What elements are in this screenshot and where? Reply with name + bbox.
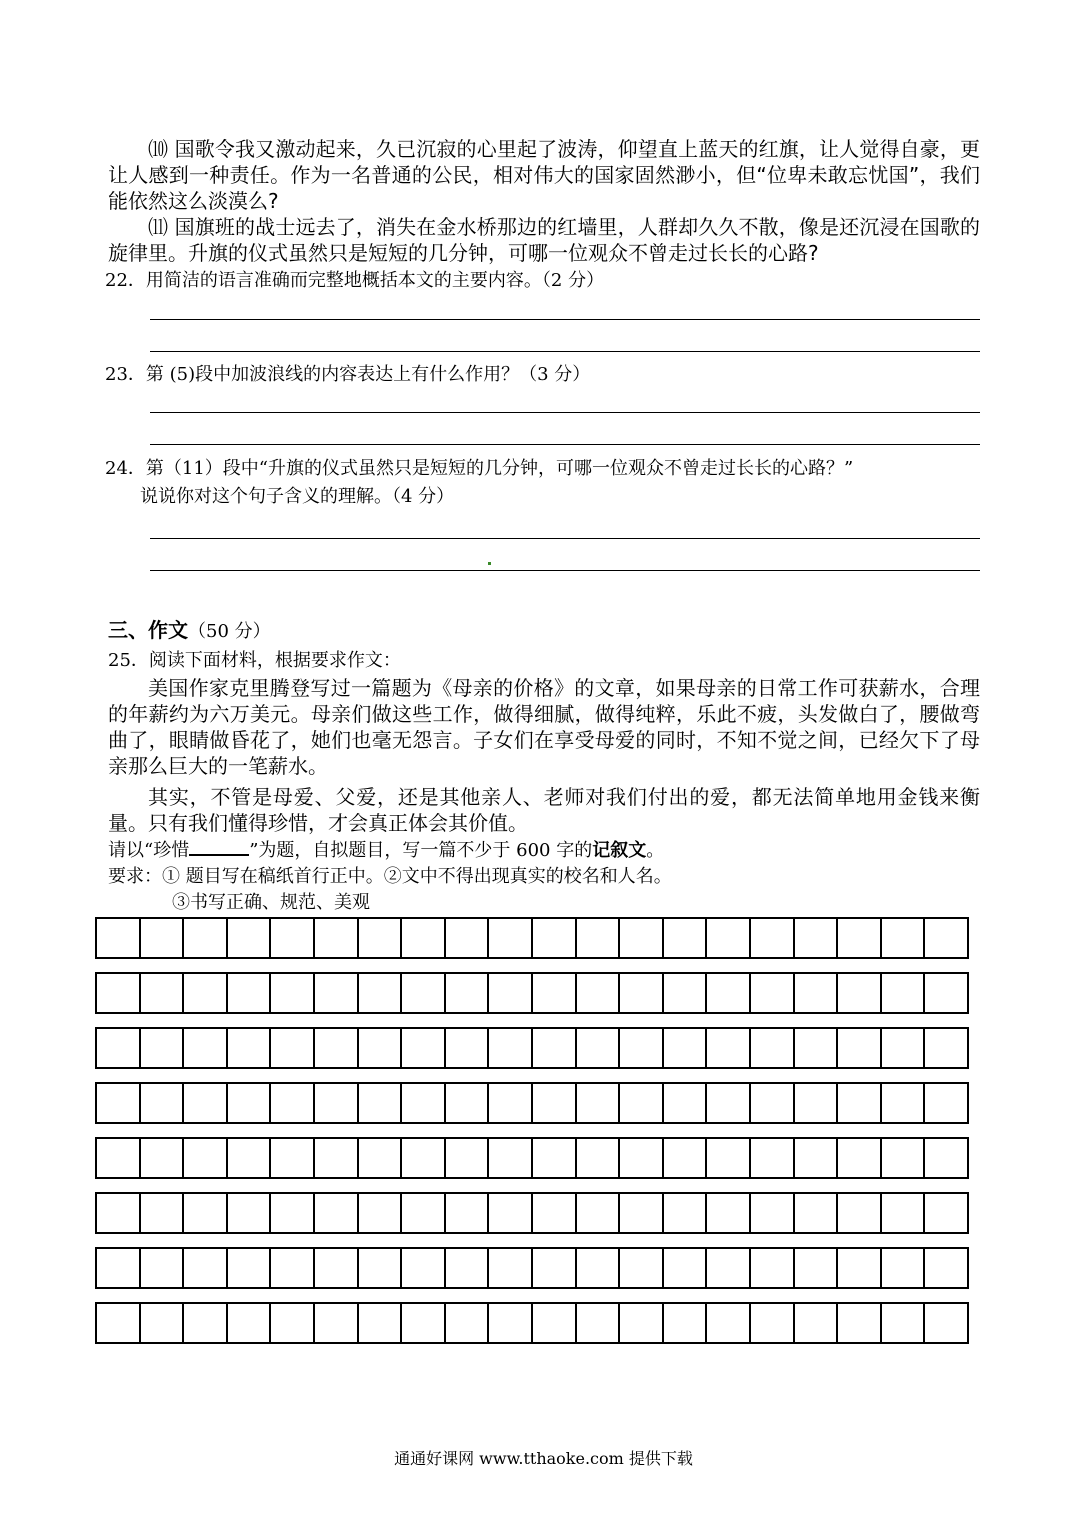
grid-cell[interactable] — [141, 1029, 185, 1067]
grid-cell[interactable] — [795, 1139, 839, 1177]
instruction-text: 。 — [646, 840, 665, 861]
grid-cell[interactable] — [838, 1304, 882, 1342]
grid-cell[interactable] — [315, 1084, 359, 1122]
grid-cell[interactable] — [882, 919, 926, 957]
grid-cell[interactable] — [271, 1139, 315, 1177]
grid-cell[interactable] — [228, 1304, 272, 1342]
grid-row — [95, 972, 969, 1014]
grid-cell[interactable] — [271, 1304, 315, 1342]
grid-cell[interactable] — [97, 1194, 141, 1232]
grid-cell[interactable] — [141, 1304, 185, 1342]
grid-cell[interactable] — [620, 1194, 664, 1232]
grid-cell[interactable] — [620, 1304, 664, 1342]
grid-cell[interactable] — [184, 1139, 228, 1177]
grid-cell[interactable] — [882, 1084, 926, 1122]
grid-cell[interactable] — [533, 1084, 577, 1122]
grid-cell[interactable] — [925, 1304, 967, 1342]
stray-mark — [488, 562, 491, 565]
grid-cell[interactable] — [620, 919, 664, 957]
material-paragraph-1: 美国作家克里腾登写过一篇题为《母亲的价格》的文章，如果母亲的日常工作可获薪水，合理的年薪约为六万美元。母亲们做这些工作，做得细腻，做得纯粹，乐此不疲，头发做白了，腰做弯曲了，眼睛做昏花了，她们也毫无怨言。子女们在享受母爱的同时，不知不觉之间，已经欠下了母亲那么巨大的一笔薪水。 — [108, 676, 980, 778]
answer-line[interactable] — [150, 412, 980, 413]
essay-requirements: 要求：① 题目写在稿纸首行正中。②文中不得出现真实的校名和人名。 — [108, 866, 672, 887]
grid-cell[interactable] — [533, 1139, 577, 1177]
grid-cell[interactable] — [184, 1304, 228, 1342]
grid-cell[interactable] — [97, 1249, 141, 1287]
grid-cell[interactable] — [577, 919, 621, 957]
grid-cell[interactable] — [271, 1084, 315, 1122]
grid-cell[interactable] — [751, 1029, 795, 1067]
grid-cell[interactable] — [359, 919, 403, 957]
grid-cell[interactable] — [228, 1029, 272, 1067]
grid-cell[interactable] — [577, 1194, 621, 1232]
grid-cell[interactable] — [577, 974, 621, 1012]
grid-cell[interactable] — [359, 1084, 403, 1122]
grid-cell[interactable] — [141, 1194, 185, 1232]
answer-line[interactable] — [150, 319, 980, 320]
grid-cell[interactable] — [751, 919, 795, 957]
grid-cell[interactable] — [533, 919, 577, 957]
grid-cell[interactable] — [751, 1139, 795, 1177]
grid-cell[interactable] — [882, 1139, 926, 1177]
grid-cell[interactable] — [446, 1249, 490, 1287]
paragraph-10: ⑽ 国歌令我又激动起来，久已沉寂的心里起了波涛，仰望直上蓝天的红旗，让人觉得自豪，更让人感到一种责任。作为一名普通的公民，相对伟大的国家固然渺小，但“位卑未敢忘忧国”，我们能依然这么淡漠么? — [108, 137, 980, 213]
grid-cell[interactable] — [315, 1194, 359, 1232]
grid-cell[interactable] — [838, 1249, 882, 1287]
grid-cell[interactable] — [402, 1304, 446, 1342]
grid-cell[interactable] — [446, 1029, 490, 1067]
question-25: 25．阅读下面材料，根据要求作文： — [108, 650, 401, 671]
grid-cell[interactable] — [228, 974, 272, 1012]
grid-cell[interactable] — [664, 1194, 708, 1232]
instruction-emphasis: 记叙文 — [592, 840, 647, 861]
grid-cell[interactable] — [97, 1304, 141, 1342]
grid-cell[interactable] — [664, 1304, 708, 1342]
grid-cell[interactable] — [751, 1304, 795, 1342]
grid-cell[interactable] — [489, 1249, 533, 1287]
grid-cell[interactable] — [141, 919, 185, 957]
grid-cell[interactable] — [620, 974, 664, 1012]
answer-line[interactable] — [150, 538, 980, 539]
grid-cell[interactable] — [620, 1249, 664, 1287]
essay-instruction — [108, 838, 664, 864]
instruction-text: ”为题，自拟题目，写一篇不少于 600 字的 — [249, 840, 593, 861]
grid-cell[interactable] — [184, 974, 228, 1012]
answer-line[interactable] — [150, 444, 980, 445]
grid-cell[interactable] — [577, 1304, 621, 1342]
grid-cell[interactable] — [838, 974, 882, 1012]
grid-cell[interactable] — [795, 1249, 839, 1287]
grid-cell[interactable] — [402, 919, 446, 957]
grid-cell[interactable] — [707, 1029, 751, 1067]
grid-cell[interactable] — [620, 1139, 664, 1177]
grid-cell[interactable] — [97, 1029, 141, 1067]
question-24-continued: 说说你对这个句子含义的理解。（4 分） — [140, 486, 455, 507]
grid-cell[interactable] — [315, 1029, 359, 1067]
footer-credit: 通通好课网 www.tthaoke.com 提供下载 — [394, 1449, 693, 1468]
grid-cell[interactable] — [577, 1249, 621, 1287]
grid-cell[interactable] — [664, 919, 708, 957]
grid-cell[interactable] — [141, 1249, 185, 1287]
grid-cell[interactable] — [228, 1139, 272, 1177]
grid-cell[interactable] — [402, 1029, 446, 1067]
grid-cell[interactable] — [707, 1139, 751, 1177]
grid-cell[interactable] — [664, 1084, 708, 1122]
grid-cell[interactable] — [446, 1194, 490, 1232]
grid-cell[interactable] — [141, 974, 185, 1012]
paragraph-11: ⑾ 国旗班的战士远去了，消失在金水桥那边的红墙里，人群却久久不散，像是还沉浸在国歌的旋律里。升旗的仪式虽然只是短短的几分钟，可哪一位观众不曾走过长长的心路? — [108, 215, 980, 265]
grid-cell[interactable] — [533, 974, 577, 1012]
title-blank[interactable] — [189, 838, 249, 856]
grid-row — [95, 917, 969, 959]
grid-cell[interactable] — [751, 1249, 795, 1287]
grid-cell[interactable] — [751, 1194, 795, 1232]
grid-cell[interactable] — [838, 919, 882, 957]
grid-cell[interactable] — [184, 1084, 228, 1122]
grid-cell[interactable] — [795, 974, 839, 1012]
grid-cell[interactable] — [795, 919, 839, 957]
grid-cell[interactable] — [446, 974, 490, 1012]
grid-cell[interactable] — [489, 1084, 533, 1122]
grid-cell[interactable] — [925, 1139, 967, 1177]
question-23: 23．第 (5)段中加波浪线的内容表达上有什么作用？（3 分） — [105, 364, 591, 385]
grid-cell[interactable] — [489, 974, 533, 1012]
grid-row — [95, 1192, 969, 1234]
grid-cell[interactable] — [577, 1029, 621, 1067]
grid-cell[interactable] — [402, 974, 446, 1012]
grid-row — [95, 1027, 969, 1069]
grid-cell[interactable] — [925, 1084, 967, 1122]
grid-cell[interactable] — [751, 1084, 795, 1122]
grid-cell[interactable] — [97, 1139, 141, 1177]
grid-cell[interactable] — [315, 1249, 359, 1287]
grid-cell[interactable] — [795, 1194, 839, 1232]
grid-cell[interactable] — [446, 919, 490, 957]
grid-cell[interactable] — [533, 1304, 577, 1342]
question-24: 24．第（11）段中“升旗的仪式虽然只是短短的几分钟，可哪一位观众不曾走过长长的心路？” — [105, 458, 854, 479]
grid-cell[interactable] — [664, 974, 708, 1012]
section-3-title: 三、作文 — [108, 618, 188, 642]
grid-cell[interactable] — [620, 1029, 664, 1067]
grid-cell[interactable] — [707, 1304, 751, 1342]
grid-cell[interactable] — [533, 1194, 577, 1232]
grid-cell[interactable] — [882, 974, 926, 1012]
grid-cell[interactable] — [402, 1139, 446, 1177]
essay-requirements-3: ③书写正确、规范、美观 — [172, 892, 370, 913]
grid-cell[interactable] — [838, 1084, 882, 1122]
grid-cell[interactable] — [707, 1249, 751, 1287]
material-paragraph-2: 其实，不管是母爱、父爱，还是其他亲人、老师对我们付出的爱，都无法简单地用金钱来衡量。只有我们懂得珍惜，才会真正体会其价值。 — [108, 785, 980, 835]
grid-cell[interactable] — [402, 1249, 446, 1287]
grid-cell[interactable] — [882, 1029, 926, 1067]
grid-cell[interactable] — [446, 1304, 490, 1342]
answer-line[interactable] — [150, 351, 980, 352]
question-22: 22．用简洁的语言准确而完整地概括本文的主要内容。（2 分） — [105, 270, 605, 291]
grid-row — [95, 1082, 969, 1124]
grid-cell[interactable] — [795, 1304, 839, 1342]
instruction-text: 请以“珍惜 — [108, 840, 190, 861]
grid-cell[interactable] — [446, 1139, 490, 1177]
grid-cell[interactable] — [359, 1139, 403, 1177]
grid-cell[interactable] — [882, 1249, 926, 1287]
grid-cell[interactable] — [533, 1249, 577, 1287]
grid-cell[interactable] — [271, 1029, 315, 1067]
grid-cell[interactable] — [228, 1084, 272, 1122]
grid-row — [95, 1137, 969, 1179]
grid-cell[interactable] — [751, 974, 795, 1012]
grid-cell[interactable] — [228, 919, 272, 957]
grid-cell[interactable] — [97, 1084, 141, 1122]
grid-cell[interactable] — [97, 974, 141, 1012]
grid-cell[interactable] — [925, 1029, 967, 1067]
grid-cell[interactable] — [489, 1029, 533, 1067]
answer-line[interactable] — [150, 570, 980, 571]
grid-cell[interactable] — [97, 919, 141, 957]
grid-cell[interactable] — [184, 1029, 228, 1067]
grid-cell[interactable] — [795, 1029, 839, 1067]
grid-cell[interactable] — [489, 1304, 533, 1342]
grid-cell[interactable] — [707, 919, 751, 957]
grid-cell[interactable] — [315, 974, 359, 1012]
grid-cell[interactable] — [838, 1139, 882, 1177]
section-3-points: （50 分） — [188, 621, 271, 642]
grid-cell[interactable] — [489, 919, 533, 957]
grid-cell[interactable] — [489, 1139, 533, 1177]
grid-cell[interactable] — [141, 1084, 185, 1122]
grid-cell[interactable] — [795, 1084, 839, 1122]
grid-cell[interactable] — [359, 974, 403, 1012]
grid-cell[interactable] — [359, 1029, 403, 1067]
grid-cell[interactable] — [271, 919, 315, 957]
grid-cell[interactable] — [925, 1194, 967, 1232]
grid-cell[interactable] — [228, 1194, 272, 1232]
grid-cell[interactable] — [577, 1084, 621, 1122]
grid-cell[interactable] — [228, 1249, 272, 1287]
grid-row — [95, 1302, 969, 1344]
grid-cell[interactable] — [707, 974, 751, 1012]
grid-cell[interactable] — [141, 1139, 185, 1177]
grid-cell[interactable] — [315, 1139, 359, 1177]
grid-cell[interactable] — [925, 1249, 967, 1287]
grid-cell[interactable] — [707, 1194, 751, 1232]
grid-cell[interactable] — [271, 1194, 315, 1232]
grid-cell[interactable] — [271, 974, 315, 1012]
grid-cell[interactable] — [402, 1084, 446, 1122]
grid-cell[interactable] — [184, 919, 228, 957]
grid-cell[interactable] — [446, 1084, 490, 1122]
grid-cell[interactable] — [664, 1029, 708, 1067]
grid-cell[interactable] — [359, 1304, 403, 1342]
grid-cell[interactable] — [882, 1304, 926, 1342]
grid-cell[interactable] — [315, 919, 359, 957]
grid-cell[interactable] — [838, 1029, 882, 1067]
grid-cell[interactable] — [577, 1139, 621, 1177]
grid-cell[interactable] — [533, 1029, 577, 1067]
grid-cell[interactable] — [315, 1304, 359, 1342]
grid-cell[interactable] — [359, 1249, 403, 1287]
section-3-heading — [108, 614, 271, 643]
grid-cell[interactable] — [664, 1249, 708, 1287]
grid-cell[interactable] — [707, 1084, 751, 1122]
grid-cell[interactable] — [925, 919, 967, 957]
grid-cell[interactable] — [184, 1194, 228, 1232]
grid-cell[interactable] — [882, 1194, 926, 1232]
grid-cell[interactable] — [271, 1249, 315, 1287]
grid-cell[interactable] — [489, 1194, 533, 1232]
grid-cell[interactable] — [620, 1084, 664, 1122]
grid-cell[interactable] — [359, 1194, 403, 1232]
grid-row — [95, 1247, 969, 1289]
grid-cell[interactable] — [184, 1249, 228, 1287]
grid-cell[interactable] — [664, 1139, 708, 1177]
grid-cell[interactable] — [402, 1194, 446, 1232]
grid-cell[interactable] — [838, 1194, 882, 1232]
grid-cell[interactable] — [925, 974, 967, 1012]
